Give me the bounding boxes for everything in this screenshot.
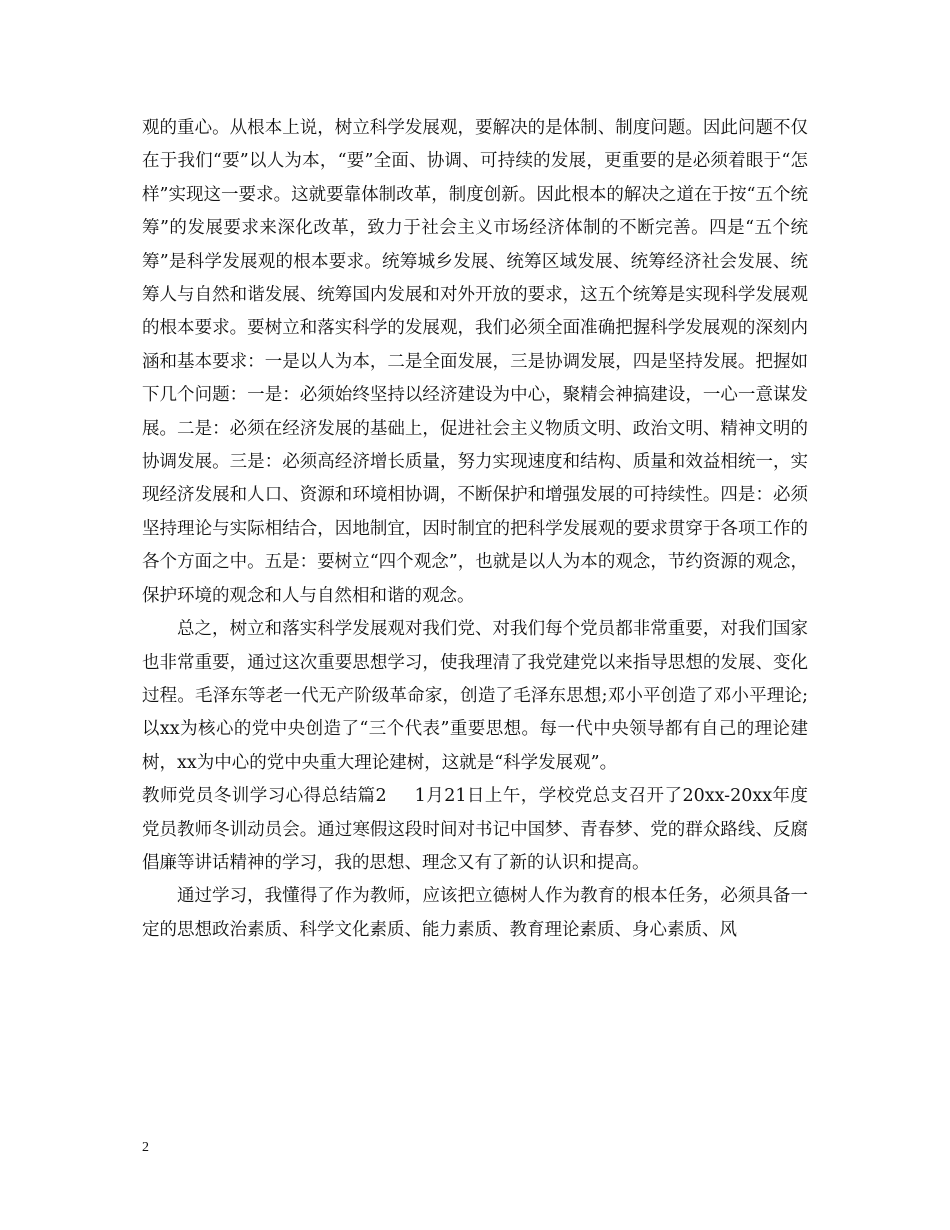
section-title: 教师党员冬训学习心得总结篇2 [142,786,387,807]
paragraph-last: 通过学习，我懂得了作为教师，应该把立德树人作为教育的根本任务，必须具备一定的思想政治素质、科学文化素质、能力素质、教育理论素质、身心素质、风 [142,886,808,940]
document-body [142,112,808,947]
paragraph-continued: 观的重心。从根本上说，树立科学发展观，要解决的是体制、制度问题。因此问题不仅在于我们“要”以人为本，“要”全面、协调、可持续的发展，更重要的是必须着眼于“怎样”实现这一要求。这就要靠体制改革，制度创新。因此根本的解决之道在于按“五个统筹”的发展要求来深化改革，致力于社会主义市场经济体制的不断完善。四是“五个统筹”是科学发展观的根本要求。统筹城乡发展、统筹区域发展、统筹经济社会发展、统筹人与自然和谐发展、统筹国内发展和对外开放的要求，这五个统筹是实现科学发展观的根本要求。要树立和落实科学的发展观，我们必须全面准确把握科学发展观的深刻内涵和基本要求：一是以人为本，二是全面发展，三是协调发展，四是坚持发展。把握如下几个问题：一是：必须始终坚持以经济建设为中心，聚精会神搞建设，一心一意谋发展。二是：必须在经济发展的基础上，促进社会主义物质文明、政治文明、精神文明的协调发展。三是：必须高经济增长质量，努力实现速度和结构、质量和效益相统一，实现经济发展和人口、资源和环境相协调，不断保护和增强发展的可持续性。四是：必须坚持理论与实际相结合，因地制宜，因时制宜的把科学发展观的要求贯穿于各项工作的各个方面之中。五是：要树立“四个观念”，也就是以人为本的观念，节约资源的观念，保护环境的观念和人与自然相和谐的观念。 [142,118,808,606]
section-block [142,780,808,880]
page-number: 2 [142,1140,149,1155]
section-intro: 1月21日上午，学校党总支召开了20xx-20xx年度党员教师冬训动员会。通过寒假这段时间对书记中国梦、青春梦、党的群众路线、反腐倡廉等讲话精神的学习，我的思想、理念又有了新的认识和提高。 [142,786,808,873]
paragraph-summary: 总之，树立和落实科学发展观对我们党、对我们每个党员都非常重要，对我们国家也非常重要，通过这次重要思想学习，使我理清了我党建党以来指导思想的发展、变化过程。毛泽东等老一代无产阶级革命家，创造了毛泽东思想;邓小平创造了邓小平理论;以xx为核心的党中央创造了“三个代表”重要思想。每一代中央领导都有自己的理论建树，xx为中心的党中央重大理论建树，这就是“科学发展观”。 [142,619,808,773]
